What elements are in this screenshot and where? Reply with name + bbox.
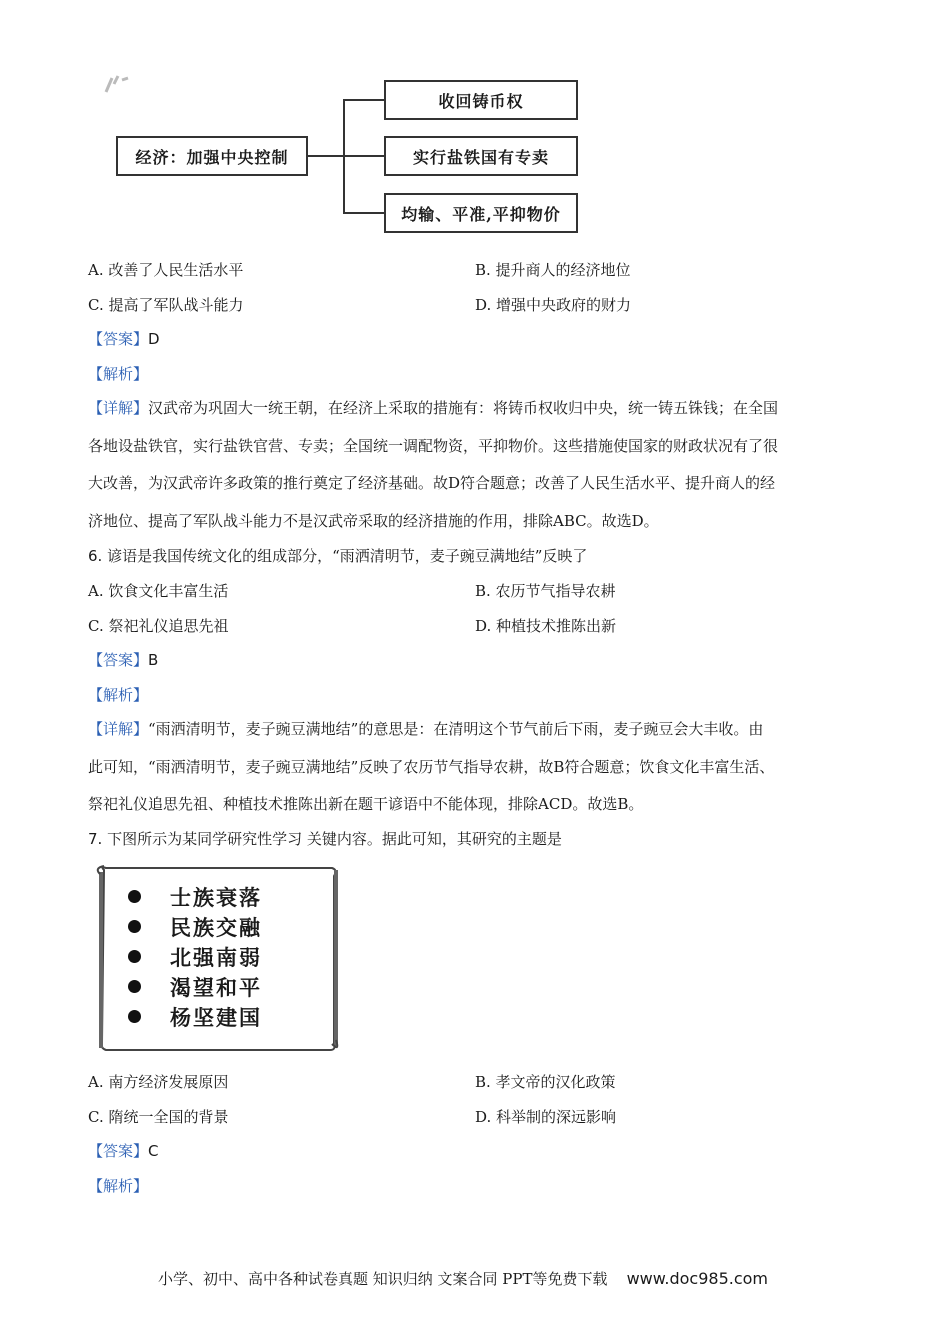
answer-value: D	[148, 330, 160, 348]
detail-line: 大改善，为汉武帝许多政策的推行奠定了经济基础。故D符合题意；改善了人民生活水平、提升商人的经	[88, 474, 776, 492]
detail-line: 此可知，“雨洒清明节，麦子豌豆满地结”反映了农历节气指导农耕，故B符合题意；饮食文化丰富生活、	[88, 757, 775, 776]
q6-option-c: C. 祭祀礼仪追思先祖	[88, 617, 229, 635]
answer-tag: 【答案】	[88, 330, 149, 348]
detail-tag: 【详解】	[88, 399, 149, 417]
q7-stem	[88, 829, 562, 849]
q6-answer	[88, 650, 158, 670]
q6-stem	[88, 546, 587, 566]
q5-option-b: B. 提升商人的经济地位	[475, 261, 631, 279]
answer-tag: 【答案】	[88, 1142, 149, 1160]
page-footer	[158, 1268, 768, 1289]
question-number: 7.	[88, 830, 103, 848]
footer-text: 小学、初中、高中各种试卷真题 知识归纳 文案合同 PPT等免费下载	[158, 1270, 608, 1288]
bullet-icon	[128, 980, 141, 993]
q7-option-c: C. 隋统一全国的背景	[88, 1108, 229, 1126]
q5-option-c: C. 提高了军队战斗能力	[88, 296, 244, 314]
diagram-connector-h	[308, 155, 344, 157]
q6-analysis-tag: 【解析】	[88, 686, 149, 704]
q7-option-d: D. 科举制的深远影响	[475, 1108, 617, 1126]
q7-option-a: A. 南方经济发展原因	[88, 1073, 229, 1091]
diagram-box-salt-iron: 实行盐铁国有专卖	[384, 136, 578, 176]
bullet-icon	[128, 890, 141, 903]
detail-tag: 【详解】	[88, 720, 149, 738]
q7-analysis-tag: 【解析】	[88, 1177, 149, 1195]
answer-value: C	[148, 1142, 159, 1160]
answer-tag: 【答案】	[88, 651, 149, 669]
diagram-left-box: 经济：加强中央控制	[116, 136, 308, 176]
q5-answer	[88, 329, 160, 349]
detail-line: 各地设盐铁官，实行盐铁官营、专卖；全国统一调配物资，平抑物价。这些措施使国家的财政状况有了很	[88, 436, 779, 455]
q7-answer	[88, 1141, 159, 1161]
detail-line: 【详解】汉武帝为巩固大一统王朝，在经济上采取的措施有：将铸币权收归中央，统一铸五铢钱；在全国	[88, 399, 779, 417]
scroll-item: 北强南弱	[170, 945, 262, 970]
diagram-connector-mid	[343, 155, 385, 157]
question-number: 6.	[88, 547, 103, 565]
q5-analysis-tag: 【解析】	[88, 365, 149, 383]
diagram-connector-bottom	[343, 212, 385, 214]
q5-detail	[88, 390, 878, 540]
diagram-box-prices: 均输、平准,平抑物价	[384, 193, 578, 233]
q6-option-a: A. 饮食文化丰富生活	[88, 582, 229, 600]
detail-line: 济地位、提高了军队战斗能力不是汉武帝采取的经济措施的作用，排除ABC。故选D。	[88, 511, 659, 530]
detail-line: 祭祀礼仪追思先祖、种植技术推陈出新在题干谚语中不能体现，排除ACD。故选B。	[88, 795, 644, 813]
question-text: 谚语是我国传统文化的组成部分，“雨洒清明节，麦子豌豆满地结”反映了	[107, 547, 588, 565]
q7-option-b: B. 孝文帝的汉化政策	[475, 1073, 616, 1091]
q6-option-d: D. 种植技术推陈出新	[475, 617, 617, 635]
q6-option-b: B. 农历节气指导农耕	[475, 582, 616, 600]
answer-value: B	[148, 651, 159, 669]
diagram-corner-mark	[102, 74, 144, 94]
scroll-item: 杨坚建国	[170, 1005, 262, 1030]
question-text: 下图所示为某同学研究性学习 关键内容。据此可知，其研究的主题是	[107, 830, 562, 848]
q5-option-d: D. 增强中央政府的财力	[475, 296, 632, 314]
bullet-icon	[128, 920, 141, 933]
scroll-item: 渴望和平	[170, 975, 262, 1000]
bullet-icon	[128, 1010, 141, 1023]
q5-option-a: A. 改善了人民生活水平	[88, 261, 244, 279]
diagram-connector-top	[343, 99, 385, 101]
scroll-item: 士族衰落	[170, 885, 262, 910]
diagram-box-coinage: 收回铸币权	[384, 80, 578, 120]
q6-detail	[88, 711, 878, 824]
scroll-item: 民族交融	[170, 915, 262, 940]
detail-line: 【详解】“雨洒清明节，麦子豌豆满地结”的意思是：在清明这个节气前后下雨，麦子豌豆会大丰收。由	[88, 720, 764, 738]
footer-link[interactable]: www.doc985.com	[626, 1269, 769, 1288]
bullet-icon	[128, 950, 141, 963]
